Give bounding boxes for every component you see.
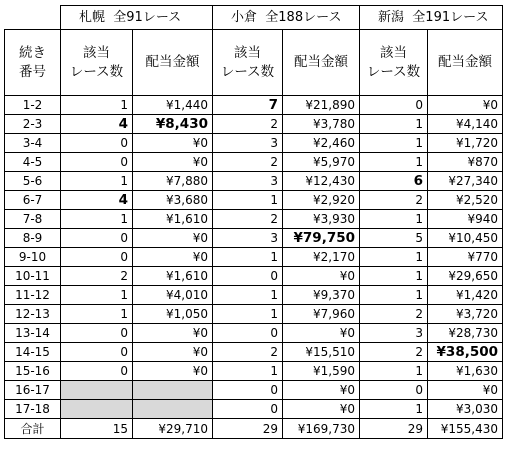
count-cell: 1 xyxy=(213,248,283,267)
amount-cell: ¥1,720 xyxy=(428,134,503,153)
amount-cell: ¥0 xyxy=(283,324,360,343)
count-cell: 1 xyxy=(213,191,283,210)
amount-header: 配当金額 xyxy=(428,30,503,96)
count-cell: 1 xyxy=(213,286,283,305)
amount-cell: ¥2,460 xyxy=(283,134,360,153)
venue-header-sapporo: 札幌 全91レース xyxy=(61,6,213,30)
amount-cell: ¥38,500 xyxy=(428,343,503,362)
seq-cell: 10-11 xyxy=(5,267,61,286)
amount-cell: ¥0 xyxy=(133,229,213,248)
total-count-cell: 15 xyxy=(61,419,133,439)
amount-cell: ¥9,370 xyxy=(283,286,360,305)
count-cell: 2 xyxy=(213,210,283,229)
amount-cell: ¥7,880 xyxy=(133,172,213,191)
count-cell: 1 xyxy=(61,96,133,115)
seq-cell: 9-10 xyxy=(5,248,61,267)
table-row xyxy=(5,115,503,134)
venue-header-kokura: 小倉 全188レース xyxy=(213,6,360,30)
amount-cell: ¥12,430 xyxy=(283,172,360,191)
count-cell: 1 xyxy=(213,362,283,381)
amount-cell: ¥0 xyxy=(133,362,213,381)
table-row xyxy=(5,172,503,191)
amount-cell: ¥0 xyxy=(283,381,360,400)
count-cell: 1 xyxy=(360,400,428,419)
total-row xyxy=(5,419,503,439)
seq-cell: 3-4 xyxy=(5,134,61,153)
amount-cell: ¥0 xyxy=(428,381,503,400)
seq-cell: 6-7 xyxy=(5,191,61,210)
total-amount-cell: ¥29,710 xyxy=(133,419,213,439)
count-cell: 1 xyxy=(360,267,428,286)
table-row xyxy=(5,400,503,419)
count-cell: 1 xyxy=(360,134,428,153)
count-cell: 2 xyxy=(213,343,283,362)
seq-cell: 7-8 xyxy=(5,210,61,229)
amount-cell: ¥8,430 xyxy=(133,115,213,134)
seq-header: 続き 番号 xyxy=(5,30,61,96)
table-row xyxy=(5,381,503,400)
total-count-cell: 29 xyxy=(213,419,283,439)
amount-cell: ¥15,510 xyxy=(283,343,360,362)
count-cell: 3 xyxy=(213,134,283,153)
count-cell: 0 xyxy=(213,267,283,286)
seq-cell: 12-13 xyxy=(5,305,61,324)
amount-cell: ¥10,450 xyxy=(428,229,503,248)
amount-cell: ¥0 xyxy=(133,134,213,153)
count-cell: 2 xyxy=(360,191,428,210)
table-row xyxy=(5,286,503,305)
count-cell: 1 xyxy=(61,286,133,305)
amount-cell: ¥0 xyxy=(428,96,503,115)
count-cell: 0 xyxy=(213,381,283,400)
amount-cell: ¥3,780 xyxy=(283,115,360,134)
dividend-table xyxy=(4,5,503,439)
amount-cell: ¥27,340 xyxy=(428,172,503,191)
amount-cell: ¥29,650 xyxy=(428,267,503,286)
total-count-cell: 29 xyxy=(360,419,428,439)
count-cell: 0 xyxy=(360,96,428,115)
amount-cell: ¥7,960 xyxy=(283,305,360,324)
count-cell: 1 xyxy=(360,115,428,134)
amount-cell: ¥0 xyxy=(133,324,213,343)
count-cell: 4 xyxy=(61,115,133,134)
amount-cell: ¥3,930 xyxy=(283,210,360,229)
amount-cell: ¥0 xyxy=(133,343,213,362)
table-row xyxy=(5,134,503,153)
table-row xyxy=(5,191,503,210)
count-cell: 1 xyxy=(213,305,283,324)
count-cell: 0 xyxy=(213,400,283,419)
amount-cell: ¥2,170 xyxy=(283,248,360,267)
table-row xyxy=(5,153,503,172)
count-cell: 1 xyxy=(61,210,133,229)
count-cell: 0 xyxy=(61,229,133,248)
total-label: 合計 xyxy=(5,419,61,439)
table-row xyxy=(5,96,503,115)
venue-header-niigata: 新潟 全191レース xyxy=(360,6,503,30)
count-cell: 3 xyxy=(213,172,283,191)
table-row xyxy=(5,229,503,248)
amount-cell: ¥0 xyxy=(133,153,213,172)
corner-cell xyxy=(5,6,61,30)
count-header: 該当 レース数 xyxy=(61,30,133,96)
count-cell: 1 xyxy=(61,172,133,191)
count-cell: 0 xyxy=(61,134,133,153)
count-cell: 1 xyxy=(360,362,428,381)
seq-cell: 4-5 xyxy=(5,153,61,172)
count-header: 該当 レース数 xyxy=(360,30,428,96)
amount-cell: ¥0 xyxy=(133,248,213,267)
table-row xyxy=(5,343,503,362)
amount-cell xyxy=(133,400,213,419)
count-cell: 6 xyxy=(360,172,428,191)
count-cell: 2 xyxy=(213,115,283,134)
count-cell: 0 xyxy=(61,248,133,267)
amount-cell: ¥3,030 xyxy=(428,400,503,419)
seq-cell: 17-18 xyxy=(5,400,61,419)
seq-cell: 15-16 xyxy=(5,362,61,381)
table-row xyxy=(5,362,503,381)
total-amount-cell: ¥169,730 xyxy=(283,419,360,439)
seq-cell: 1-2 xyxy=(5,96,61,115)
count-cell: 0 xyxy=(213,324,283,343)
amount-cell: ¥3,680 xyxy=(133,191,213,210)
amount-cell: ¥870 xyxy=(428,153,503,172)
count-cell: 2 xyxy=(360,305,428,324)
table-row xyxy=(5,267,503,286)
amount-cell: ¥2,520 xyxy=(428,191,503,210)
amount-cell: ¥0 xyxy=(283,400,360,419)
amount-cell: ¥1,610 xyxy=(133,210,213,229)
count-cell: 1 xyxy=(360,286,428,305)
amount-cell: ¥0 xyxy=(283,267,360,286)
count-cell: 2 xyxy=(360,343,428,362)
venue-header-row xyxy=(5,6,503,30)
amount-cell xyxy=(133,381,213,400)
seq-cell: 8-9 xyxy=(5,229,61,248)
amount-cell: ¥1,590 xyxy=(283,362,360,381)
amount-cell: ¥79,750 xyxy=(283,229,360,248)
count-header: 該当 レース数 xyxy=(213,30,283,96)
count-cell: 0 xyxy=(61,153,133,172)
amount-cell: ¥28,730 xyxy=(428,324,503,343)
count-cell: 2 xyxy=(213,153,283,172)
count-cell: 0 xyxy=(61,343,133,362)
count-cell: 1 xyxy=(360,210,428,229)
count-cell xyxy=(61,381,133,400)
amount-cell: ¥1,050 xyxy=(133,305,213,324)
amount-cell: ¥21,890 xyxy=(283,96,360,115)
seq-cell: 11-12 xyxy=(5,286,61,305)
amount-cell: ¥770 xyxy=(428,248,503,267)
amount-cell: ¥4,140 xyxy=(428,115,503,134)
count-cell xyxy=(61,400,133,419)
amount-cell: ¥1,440 xyxy=(133,96,213,115)
table-row xyxy=(5,210,503,229)
count-cell: 0 xyxy=(61,362,133,381)
seq-cell: 5-6 xyxy=(5,172,61,191)
amount-header: 配当金額 xyxy=(283,30,360,96)
amount-header: 配当金額 xyxy=(133,30,213,96)
count-cell: 0 xyxy=(360,381,428,400)
amount-cell: ¥4,010 xyxy=(133,286,213,305)
amount-cell: ¥940 xyxy=(428,210,503,229)
table-row xyxy=(5,248,503,267)
total-amount-cell: ¥155,430 xyxy=(428,419,503,439)
count-cell: 4 xyxy=(61,191,133,210)
count-cell: 2 xyxy=(61,267,133,286)
amount-cell: ¥1,420 xyxy=(428,286,503,305)
amount-cell: ¥1,610 xyxy=(133,267,213,286)
table-row xyxy=(5,324,503,343)
column-header-row xyxy=(5,30,503,96)
seq-cell: 14-15 xyxy=(5,343,61,362)
count-cell: 5 xyxy=(360,229,428,248)
count-cell: 3 xyxy=(213,229,283,248)
amount-cell: ¥5,970 xyxy=(283,153,360,172)
amount-cell: ¥2,920 xyxy=(283,191,360,210)
amount-cell: ¥3,720 xyxy=(428,305,503,324)
count-cell: 7 xyxy=(213,96,283,115)
count-cell: 1 xyxy=(61,305,133,324)
count-cell: 1 xyxy=(360,153,428,172)
seq-cell: 2-3 xyxy=(5,115,61,134)
table-row xyxy=(5,305,503,324)
count-cell: 1 xyxy=(360,248,428,267)
seq-cell: 16-17 xyxy=(5,381,61,400)
count-cell: 0 xyxy=(61,324,133,343)
count-cell: 3 xyxy=(360,324,428,343)
seq-cell: 13-14 xyxy=(5,324,61,343)
amount-cell: ¥1,630 xyxy=(428,362,503,381)
